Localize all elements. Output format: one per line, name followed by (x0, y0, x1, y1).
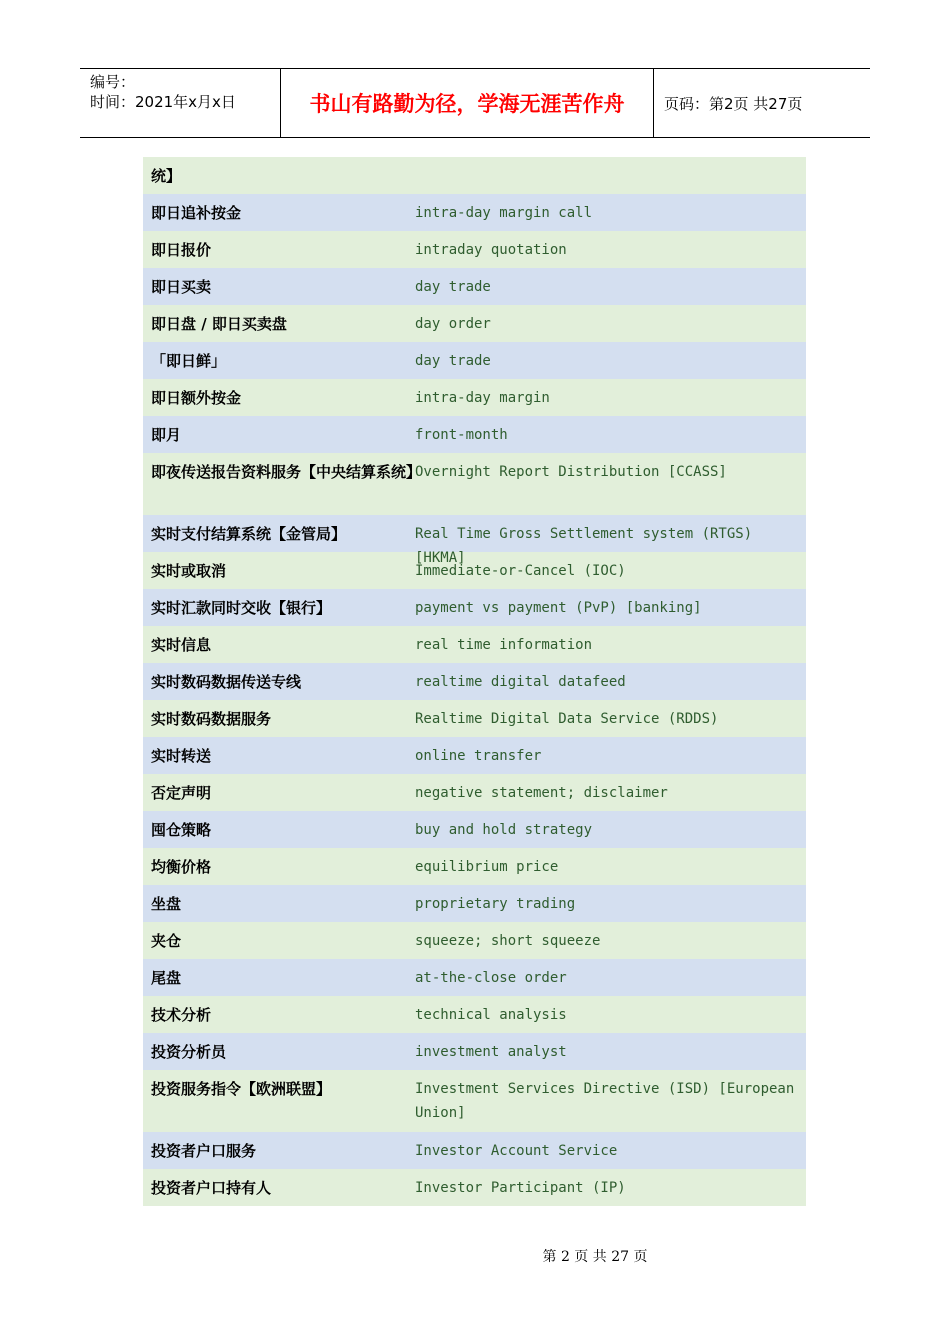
table-row (143, 626, 806, 663)
table-row (143, 379, 806, 416)
chinese-term: 即夜传送报告资料服务【中央结算系统】 (151, 463, 422, 481)
english-term: day trade (415, 353, 491, 369)
table-row (143, 1033, 806, 1070)
table-row (143, 231, 806, 268)
english-term: negative statement; disclaimer (415, 785, 668, 801)
english-term: at-the-close order (415, 970, 567, 986)
english-term: payment vs payment (PvP) [banking] (415, 600, 702, 616)
table-row (143, 922, 806, 959)
table-row (143, 157, 806, 194)
table-row (143, 552, 806, 589)
chinese-term: 囤仓策略 (151, 821, 212, 839)
chinese-term: 统】 (151, 167, 182, 185)
table-row (143, 515, 806, 566)
header-page-number: 页码：第2页 共27页 (664, 94, 803, 113)
table-row (143, 453, 806, 515)
english-term: Real Time Gross Settlement system (RTGS) [HKMA] (415, 526, 753, 566)
chinese-term: 投资服务指令【欧洲联盟】 (151, 1080, 332, 1098)
page-header (80, 68, 870, 138)
english-term: intra-day margin call (415, 205, 593, 221)
english-term: intraday quotation (415, 242, 567, 258)
glossary-table (143, 157, 806, 1206)
english-term: front-month (415, 427, 508, 443)
english-term: Immediate-or-Cancel (IOC) (415, 563, 626, 579)
chinese-term: 投资分析员 (151, 1043, 227, 1061)
chinese-term: 实时或取消 (151, 562, 227, 580)
chinese-term: 实时数码数据服务 (151, 710, 272, 728)
chinese-term: 投资者户口持有人 (151, 1179, 272, 1197)
chinese-term: 实时信息 (151, 636, 212, 654)
chinese-term: 「即日鲜」 (151, 352, 227, 370)
english-term: day trade (415, 279, 491, 295)
english-term: equilibrium price (415, 859, 559, 875)
table-row (143, 996, 806, 1033)
document-number-label: 编号： (90, 73, 136, 91)
chinese-term: 即日报价 (151, 241, 212, 259)
table-row (143, 305, 806, 342)
page-footer: 第 2 页 共 27 页 (542, 1249, 648, 1265)
chinese-term: 技术分析 (151, 1006, 212, 1024)
english-term: real time information (415, 637, 593, 653)
table-row (143, 1132, 806, 1169)
chinese-term: 即日追补按金 (151, 204, 242, 222)
english-term: Investor Account Service (415, 1143, 618, 1159)
english-term: realtime digital datafeed (415, 674, 626, 690)
table-row (143, 885, 806, 922)
chinese-term: 尾盘 (151, 969, 182, 987)
chinese-term: 实时转送 (151, 747, 212, 765)
english-term: online transfer (415, 748, 542, 764)
english-term: Overnight Report Distribution [CCASS] (415, 464, 727, 480)
chinese-term: 即日额外按金 (151, 389, 242, 407)
english-term: technical analysis (415, 1007, 567, 1023)
table-row (143, 737, 806, 774)
chinese-term: 即日买卖 (151, 278, 212, 296)
english-term: Investor Participant (IP) (415, 1180, 626, 1196)
chinese-term: 实时支付结算系统【金管局】 (151, 525, 347, 543)
english-term: Realtime Digital Data Service (RDDS) (415, 711, 719, 727)
chinese-term: 均衡价格 (151, 858, 212, 876)
chinese-term: 否定声明 (151, 784, 212, 802)
table-row (143, 848, 806, 885)
english-term: buy and hold strategy (415, 822, 593, 838)
table-row (143, 959, 806, 996)
english-term: intra-day margin (415, 390, 550, 406)
table-row (143, 416, 806, 453)
table-row (143, 811, 806, 848)
english-term: day order (415, 316, 491, 332)
chinese-term: 夹仓 (151, 932, 182, 950)
chinese-term: 投资者户口服务 (151, 1142, 257, 1160)
header-meta (80, 69, 281, 137)
table-row (143, 663, 806, 700)
document-time-label: 时间：2021年x月x日 (90, 93, 236, 111)
chinese-term: 实时汇款同时交收【银行】 (151, 599, 332, 617)
table-row (143, 1169, 806, 1206)
english-term: Investment Services Directive (ISD) [European Union] (415, 1081, 795, 1121)
english-term (415, 157, 798, 194)
table-row (143, 342, 806, 379)
table-row (143, 194, 806, 231)
english-term: proprietary trading (415, 896, 576, 912)
table-row (143, 700, 806, 737)
chinese-term: 实时数码数据传送专线 (151, 673, 302, 691)
table-row (143, 589, 806, 626)
header-motto: 书山有路勤为径，学海无涯苦作舟 (281, 69, 654, 137)
table-row (143, 268, 806, 305)
chinese-term: 即日盘 / 即日买卖盘 (151, 315, 287, 333)
chinese-term: 坐盘 (151, 895, 182, 913)
english-term: squeeze; short squeeze (415, 933, 601, 949)
table-row (143, 1070, 806, 1132)
table-row (143, 774, 806, 811)
chinese-term: 即月 (151, 426, 182, 444)
english-term: investment analyst (415, 1044, 567, 1060)
